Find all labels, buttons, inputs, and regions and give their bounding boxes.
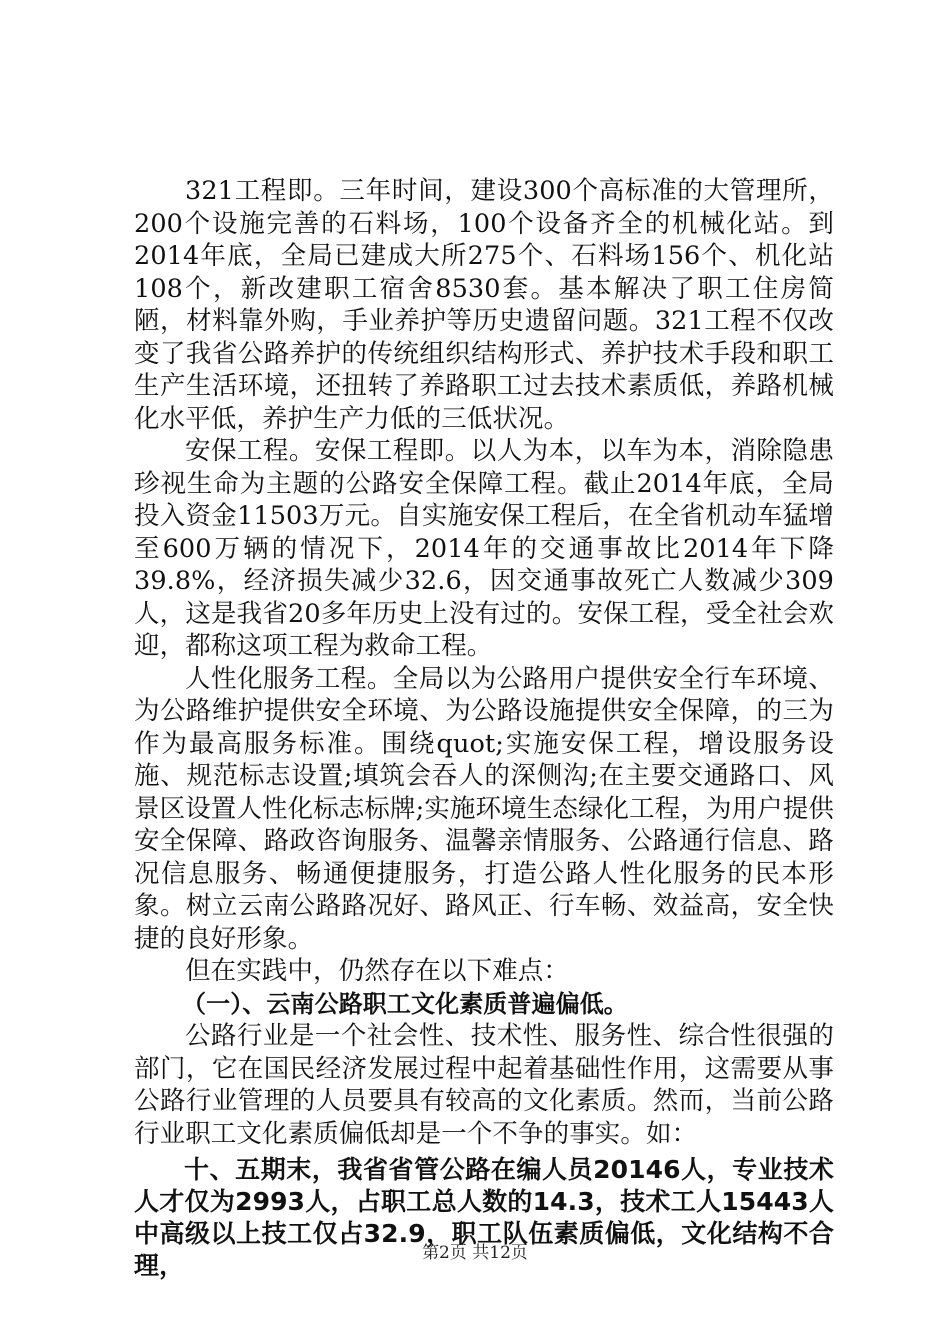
section-heading-1: （一）、云南公路职工文化素质普遍偏低。 bbox=[182, 989, 628, 1018]
page-footer: 第2页 共12页 bbox=[422, 1243, 528, 1263]
paragraph-321-project: 321工程即。三年时间，建设300个高标准的大管理所，200个设施完善的石料场，100个设备齐全的机械化站。到2014年底，全局已建成大所275个、石料场156个、机化站108个，新改建职工宿舍8530套。基本解决了职工住房简陋，材料靠外购，手业养护等历史遗留问题。321工程不仅改变了我省公路养护的传统组织结构形式、养护技术手段和职工生产生活环境，还扭转了养路职工过去技术素质低，养路机械化水平低，养护生产力低的三低状况。 bbox=[134, 176, 834, 434]
paragraph-safety-project: 安保工程。安保工程即。以人为本，以车为本，消除隐患珍视生命为主题的公路安全保障工程。截止2014年底，全局投入资金11503万元。自实施安保工程后，在全省机动车猛增至600万辆的情况下，2014年的交通事故比2014年下降39.8%，经济损失减少32.6，因交通事故死亡人数减少309人，这是我省20多年历史上没有过的。安保工程，受全社会欢迎，都称这项工程为救命工程。 bbox=[134, 436, 834, 661]
document-body bbox=[134, 175, 834, 1282]
paragraph-humanized-service: 人性化服务工程。全局以为公路用户提供安全行车环境、为公路维护提供安全环境、为公路设施提供安全保障，的三为作为最高服务标准。围绕quot;实施安保工程，增设服务设施、规范标志设置;填筑会吞人的深侧沟;在主要交通路口、风景区设置人性化标志标牌;实施环境生态绿化工程，为用户提供安全保障、路政咨询服务、温馨亲情服务、公路通行信息、路况信息服务、畅通便捷服务，打造公路人性化服务的民本形象。树立云南公路路况好、路风正、行车畅、效益高，安全快捷的良好形象。 bbox=[134, 663, 834, 954]
paragraph-industry-quality: 公路行业是一个社会性、技术性、服务性、综合性很强的部门，它在国民经济发展过程中起着基础性作用，这需要从事公路行业管理的人员要具有较高的文化素质。然而，当前公路行业职工文化素质偏低却是一个不争的事实。如： bbox=[134, 1021, 834, 1149]
paragraph-staff-statistics: 十、五期末，我省省管公路在编人员20146人，专业技术人才仅为2993人，占职工总人数的14.3，技术工人15443人中高级以上技工仅占32.9，职工队伍素质偏低，文化结构不合理， bbox=[134, 1155, 834, 1280]
paragraph-difficulties-intro: 但在实践中，仍然存在以下难点： bbox=[185, 956, 570, 986]
